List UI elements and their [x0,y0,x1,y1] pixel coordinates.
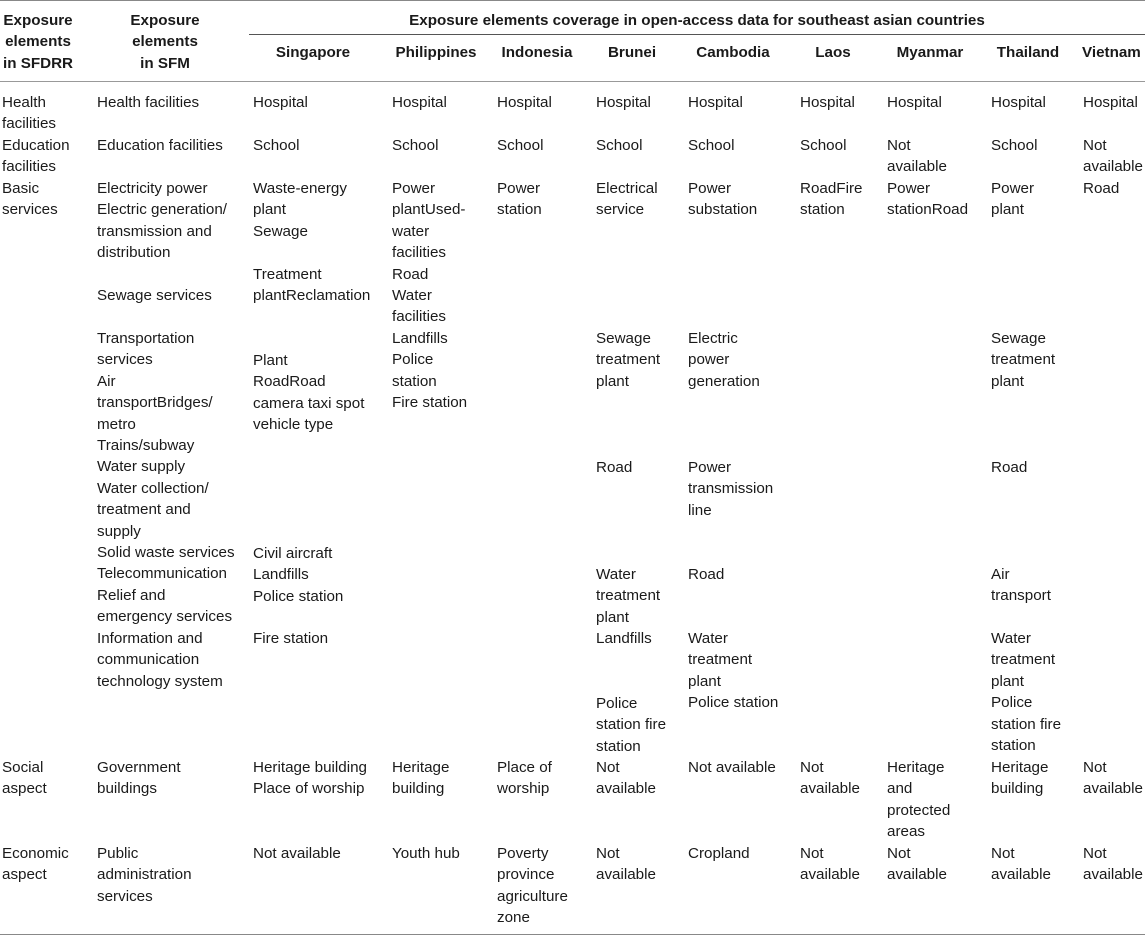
header-country-indonesia: Indonesia [501,44,573,61]
row-health-vietnam: Hospital [1083,94,1138,111]
row-basic-brunei-d: Water treatment plant Landfills [596,566,661,648]
row-basic-cambodia-d: Road [688,566,725,583]
row-basic-cambodia-c: Power transmission line [688,459,774,519]
row-economic-vietnam: Not available [1083,845,1143,884]
row-social-philippines: Heritage building [392,759,450,798]
row-basic-cambodia-b: Electric power generation [688,330,760,390]
row-education-vietnam: Not available [1083,137,1143,176]
row-basic-singapore-e: Fire station [253,630,329,647]
row-education-indonesia: School [497,137,544,154]
row-economic-philippines: Youth hub [392,845,460,862]
header-country-brunei: Brunei [607,44,657,61]
row-social-vietnam: Not available [1083,759,1143,798]
row-social-cambodia: Not available [688,759,776,776]
row-basic-brunei-b: Sewage treatment plant [596,330,661,390]
row-basic-thailand-d: Air transport [991,566,1051,605]
row-education-philippines: School [392,137,439,154]
row-economic-sfdrr: Economic aspect [2,845,69,884]
row-basic-myanmar: Power stationRoad [887,180,969,219]
row-basic-vietnam: Road [1083,180,1120,197]
country-span-rule [249,34,1145,35]
row-basic-singapore-a: Waste-energy plant Sewage [253,180,347,240]
row-education-cambodia: School [688,137,735,154]
row-education-brunei: School [596,137,643,154]
table-top-rule [0,0,1145,1]
row-health-indonesia: Hospital [497,94,552,111]
header-country-cambodia: Cambodia [696,44,770,61]
row-basic-indonesia: Power station [497,180,542,219]
row-economic-cambodia: Cropland [688,845,750,862]
row-social-sfdrr: Social aspect [2,759,47,798]
row-health-brunei: Hospital [596,94,651,111]
row-health-myanmar: Hospital [887,94,942,111]
row-health-philippines: Hospital [392,94,447,111]
row-basic-singapore-c: Plant RoadRoad camera taxi spot vehicle type [253,352,365,434]
row-basic-brunei-c: Road [596,459,633,476]
header-bottom-rule [0,81,1145,82]
row-basic-thailand-b: Sewage treatment plant [991,330,1056,390]
row-basic-singapore-b: Treatment plantReclamation [253,266,371,305]
row-health-laos: Hospital [800,94,855,111]
row-education-laos: School [800,137,847,154]
row-basic-sfm-sewage: Sewage services [97,287,212,304]
row-education-myanmar: Not available [887,137,947,176]
row-basic-singapore-d: Civil aircraft Landfills Police station [253,545,344,605]
row-economic-laos: Not available [800,845,860,884]
row-basic-laos: RoadFire station [800,180,863,219]
header-country-vietnam: Vietnam [1082,44,1141,61]
row-economic-singapore: Not available [253,845,341,862]
row-basic-cambodia-a: Power substation [688,180,758,219]
header-sfm: Exposure elements in SFM [130,12,200,72]
row-social-thailand: Heritage building [991,759,1049,798]
header-sfdrr: Exposure elements in SFDRR [2,12,74,72]
header-country-myanmar: Myanmar [896,44,964,61]
row-basic-brunei-e: Police station fire station [596,695,667,755]
row-economic-brunei: Not available [596,845,656,884]
table-bottom-rule [0,934,1145,935]
row-basic-philippines: Power plantUsed- water facilities Road Water facilities Landfills Police station Fire station [392,180,468,412]
row-basic-sfdrr: Basic services [2,180,58,219]
row-economic-thailand: Not available [991,845,1051,884]
header-coverage-title: Exposure elements coverage in open-access data for southeast asian countries [409,12,985,29]
row-education-thailand: School [991,137,1038,154]
row-social-indonesia: Place of worship [497,759,552,798]
row-education-sfm: Education facilities [97,137,223,154]
row-basic-cambodia-e: Water treatment plant Police station [688,630,779,712]
row-basic-thailand-e: Water treatment plant Police station fire station [991,630,1062,755]
row-basic-sfm-transport: Transportation services Air transportBridges/ metro Trains/subway Water supply Water collection/ treatment and supply Solid waste services Telecommunication Relief and emergency services Information and communication technology system [97,330,235,690]
row-social-brunei: Not available [596,759,656,798]
row-education-singapore: School [253,137,300,154]
header-country-laos: Laos [815,44,851,61]
row-economic-indonesia: Poverty province agriculture zone [497,845,568,927]
row-health-sfm: Health facilities [97,94,200,111]
row-health-thailand: Hospital [991,94,1046,111]
row-social-sfm: Government buildings [97,759,181,798]
row-economic-sfm: Public administration services [97,845,192,905]
row-social-myanmar: Heritage and protected areas [887,759,951,841]
row-education-sfdrr: Education facilities [2,137,70,176]
row-social-singapore: Heritage building Place of worship [253,759,367,798]
header-country-philippines: Philippines [395,44,477,61]
row-health-cambodia: Hospital [688,94,743,111]
header-country-thailand: Thailand [996,44,1060,61]
row-basic-sfm-electricity: Electricity power Electric generation/ transmission and distribution [97,180,228,262]
row-health-singapore: Hospital [253,94,308,111]
row-basic-brunei-a: Electrical service [596,180,658,219]
row-basic-thailand-c: Road [991,459,1028,476]
row-economic-myanmar: Not available [887,845,947,884]
row-health-sfdrr: Health facilities [2,94,57,133]
row-social-laos: Not available [800,759,860,798]
header-country-singapore: Singapore [275,44,351,61]
row-basic-thailand-a: Power plant [991,180,1035,219]
